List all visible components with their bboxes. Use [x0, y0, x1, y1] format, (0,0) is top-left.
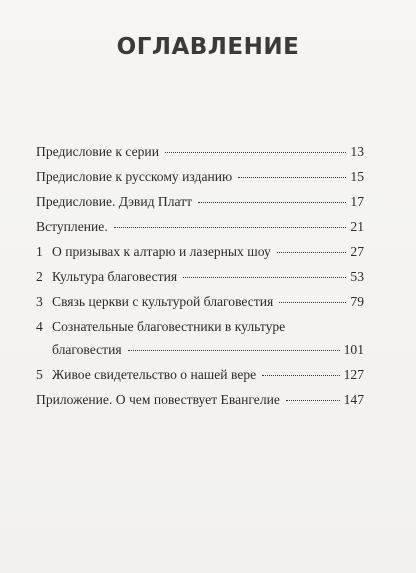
toc-entry: [36, 243, 364, 260]
toc-entry-page: 15: [350, 169, 364, 184]
toc-entry: [36, 218, 364, 235]
toc-entry-label: Предисловие к русскому изданию: [36, 169, 233, 184]
toc-entry-page: 127: [343, 367, 364, 382]
toc-entry: [36, 193, 364, 210]
toc-entry: [36, 268, 364, 285]
toc-entry-label: Предисловие к серии: [36, 144, 159, 159]
toc-entry: [36, 366, 364, 383]
toc-entry: [36, 168, 364, 185]
leader-dots: [198, 202, 346, 203]
leader-dots: [279, 302, 346, 303]
toc-entry-label: Приложение. О чем повествует Евангелие: [36, 392, 280, 407]
toc-entry-page: 27: [350, 244, 364, 259]
toc-entry-label: О призывах к алтарю и лазерных шоу: [52, 244, 271, 259]
toc-entry: [36, 293, 364, 310]
chapter-number: 5: [36, 367, 43, 382]
leader-dots: [114, 227, 347, 228]
toc-entry-label-continued: благовестия: [52, 342, 122, 357]
toc-entry-page: 21: [350, 219, 364, 234]
leader-dots: [262, 375, 339, 376]
toc-entry: [36, 318, 364, 358]
toc-entry-page: 101: [343, 342, 364, 357]
leader-dots: [238, 177, 346, 178]
toc-entry-label: Вступление.: [36, 219, 108, 234]
toc-entry-label: Предисловие. Дэвид Платт: [36, 194, 193, 209]
toc-entry-label: Сознательные благовестники в культуре: [52, 319, 286, 334]
toc-entry: [36, 143, 364, 160]
chapter-number: 4: [36, 319, 43, 334]
toc-entry-continuation: [52, 341, 364, 358]
leader-dots: [277, 252, 347, 253]
leader-dots: [286, 400, 340, 401]
leader-dots: [128, 350, 340, 351]
leader-dots: [165, 152, 346, 153]
toc-entry-page: 13: [350, 144, 364, 159]
toc-entry-label: Связь церкви с культурой благовестия: [52, 294, 274, 309]
toc-entry-page: 53: [350, 269, 364, 284]
toc-entry-body: [52, 318, 364, 358]
chapter-number: 3: [36, 294, 43, 309]
chapter-number: 2: [36, 269, 43, 284]
toc-entry-label: Культура благовестия: [52, 269, 178, 284]
chapter-number: 1: [36, 244, 43, 259]
toc-entry-page: 147: [343, 392, 364, 407]
toc-entry-page: 79: [350, 294, 364, 309]
table-of-contents: [36, 143, 364, 416]
toc-entry-page: 17: [350, 194, 364, 209]
toc-entry: [36, 391, 364, 408]
leader-dots: [183, 277, 346, 278]
toc-entry-label: Живое свидетельство о нашей вере: [52, 367, 257, 382]
page-title: ОГЛАВЛЕНИЕ: [116, 34, 300, 60]
